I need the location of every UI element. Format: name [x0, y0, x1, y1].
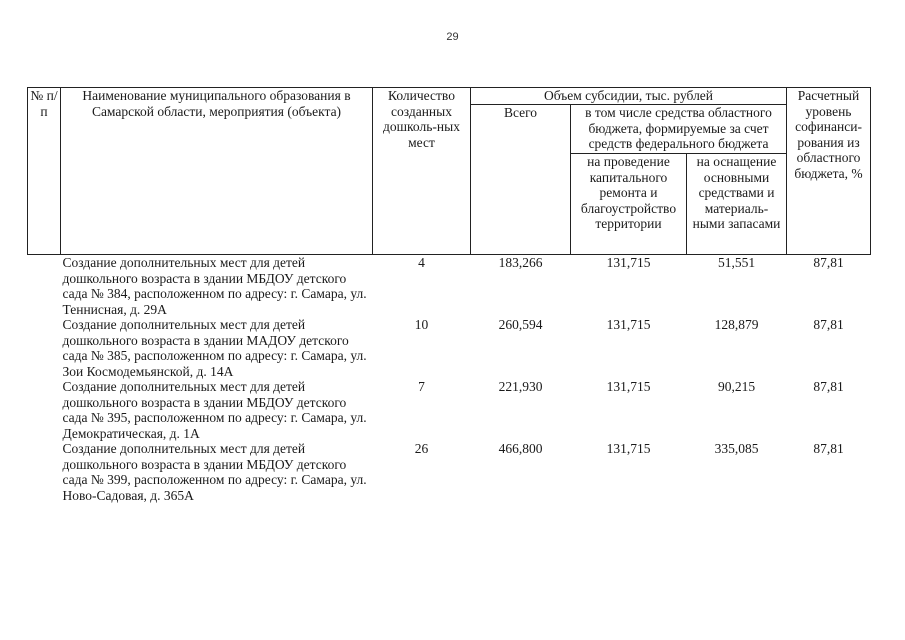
row-name: Создание дополнительных мест для детей дошкольного возраста в здании МБДОУ детского сада № 399, расположенном по адресу: г. Самара, ул. Ново-Садовая, д. 365А	[62, 441, 367, 503]
row-repair: 131,715	[606, 255, 651, 270]
row-rate: 87,81	[813, 441, 844, 456]
table-row	[28, 441, 871, 503]
page-number: 29	[446, 31, 459, 43]
subsidy-table	[27, 87, 871, 503]
row-total: 466,800	[498, 441, 543, 456]
row-total: 221,930	[498, 379, 543, 394]
row-places: 10	[414, 317, 429, 332]
row-rate: 87,81	[813, 379, 844, 394]
header-places: Количество созданных дошколь-ных мест	[373, 88, 471, 255]
row-places: 4	[418, 255, 425, 270]
header-volume: Объем субсидии, тыс. рублей	[471, 88, 787, 105]
row-total: 183,266	[498, 255, 543, 270]
row-name: Создание дополнительных мест для детей дошкольного возраста в здании МАДОУ детского сада № 385, расположенном по адресу: г. Самара, ул. Зои Космодемьянской, д. 14А	[62, 317, 367, 379]
row-equip: 335,085	[714, 441, 759, 456]
header-repair: на проведение капитального ремонта и благоустройство территории	[571, 154, 687, 255]
row-equip: 90,215	[717, 379, 756, 394]
table-row	[28, 255, 871, 318]
row-rate: 87,81	[813, 317, 844, 332]
row-repair: 131,715	[606, 317, 651, 332]
row-repair: 131,715	[606, 379, 651, 394]
row-equip: 128,879	[714, 317, 759, 332]
row-rate: 87,81	[813, 255, 844, 270]
row-places: 26	[414, 441, 429, 456]
header-total: Всего	[471, 105, 571, 255]
row-repair: 131,715	[606, 441, 651, 456]
header-equip: на оснащение основными средствами и материаль-ными запасами	[687, 154, 787, 255]
header-federal: в том числе средства областного бюджета, формируемые за счет средств федерального бюджета	[571, 105, 787, 154]
row-equip: 51,551	[717, 255, 756, 270]
row-name: Создание дополнительных мест для детей дошкольного возраста в здании МБДОУ детского сада № 384, расположенном по адресу: г. Самара, ул. Теннисная, д. 29А	[62, 255, 367, 317]
row-places: 7	[418, 379, 425, 394]
header-name: Наименование муниципального образования в Самарской области, мероприятия (объекта)	[61, 88, 373, 255]
header-number: № п/п	[28, 88, 61, 255]
header-rate: Расчетный уровень софинанси-рования из областного бюджета, %	[787, 88, 871, 255]
table-row	[28, 379, 871, 441]
table-row	[28, 317, 871, 379]
row-total: 260,594	[498, 317, 543, 332]
row-name: Создание дополнительных мест для детей дошкольного возраста в здании МБДОУ детского сада № 395, расположенном по адресу: г. Самара, ул. Демократическая, д. 1А	[62, 379, 367, 441]
